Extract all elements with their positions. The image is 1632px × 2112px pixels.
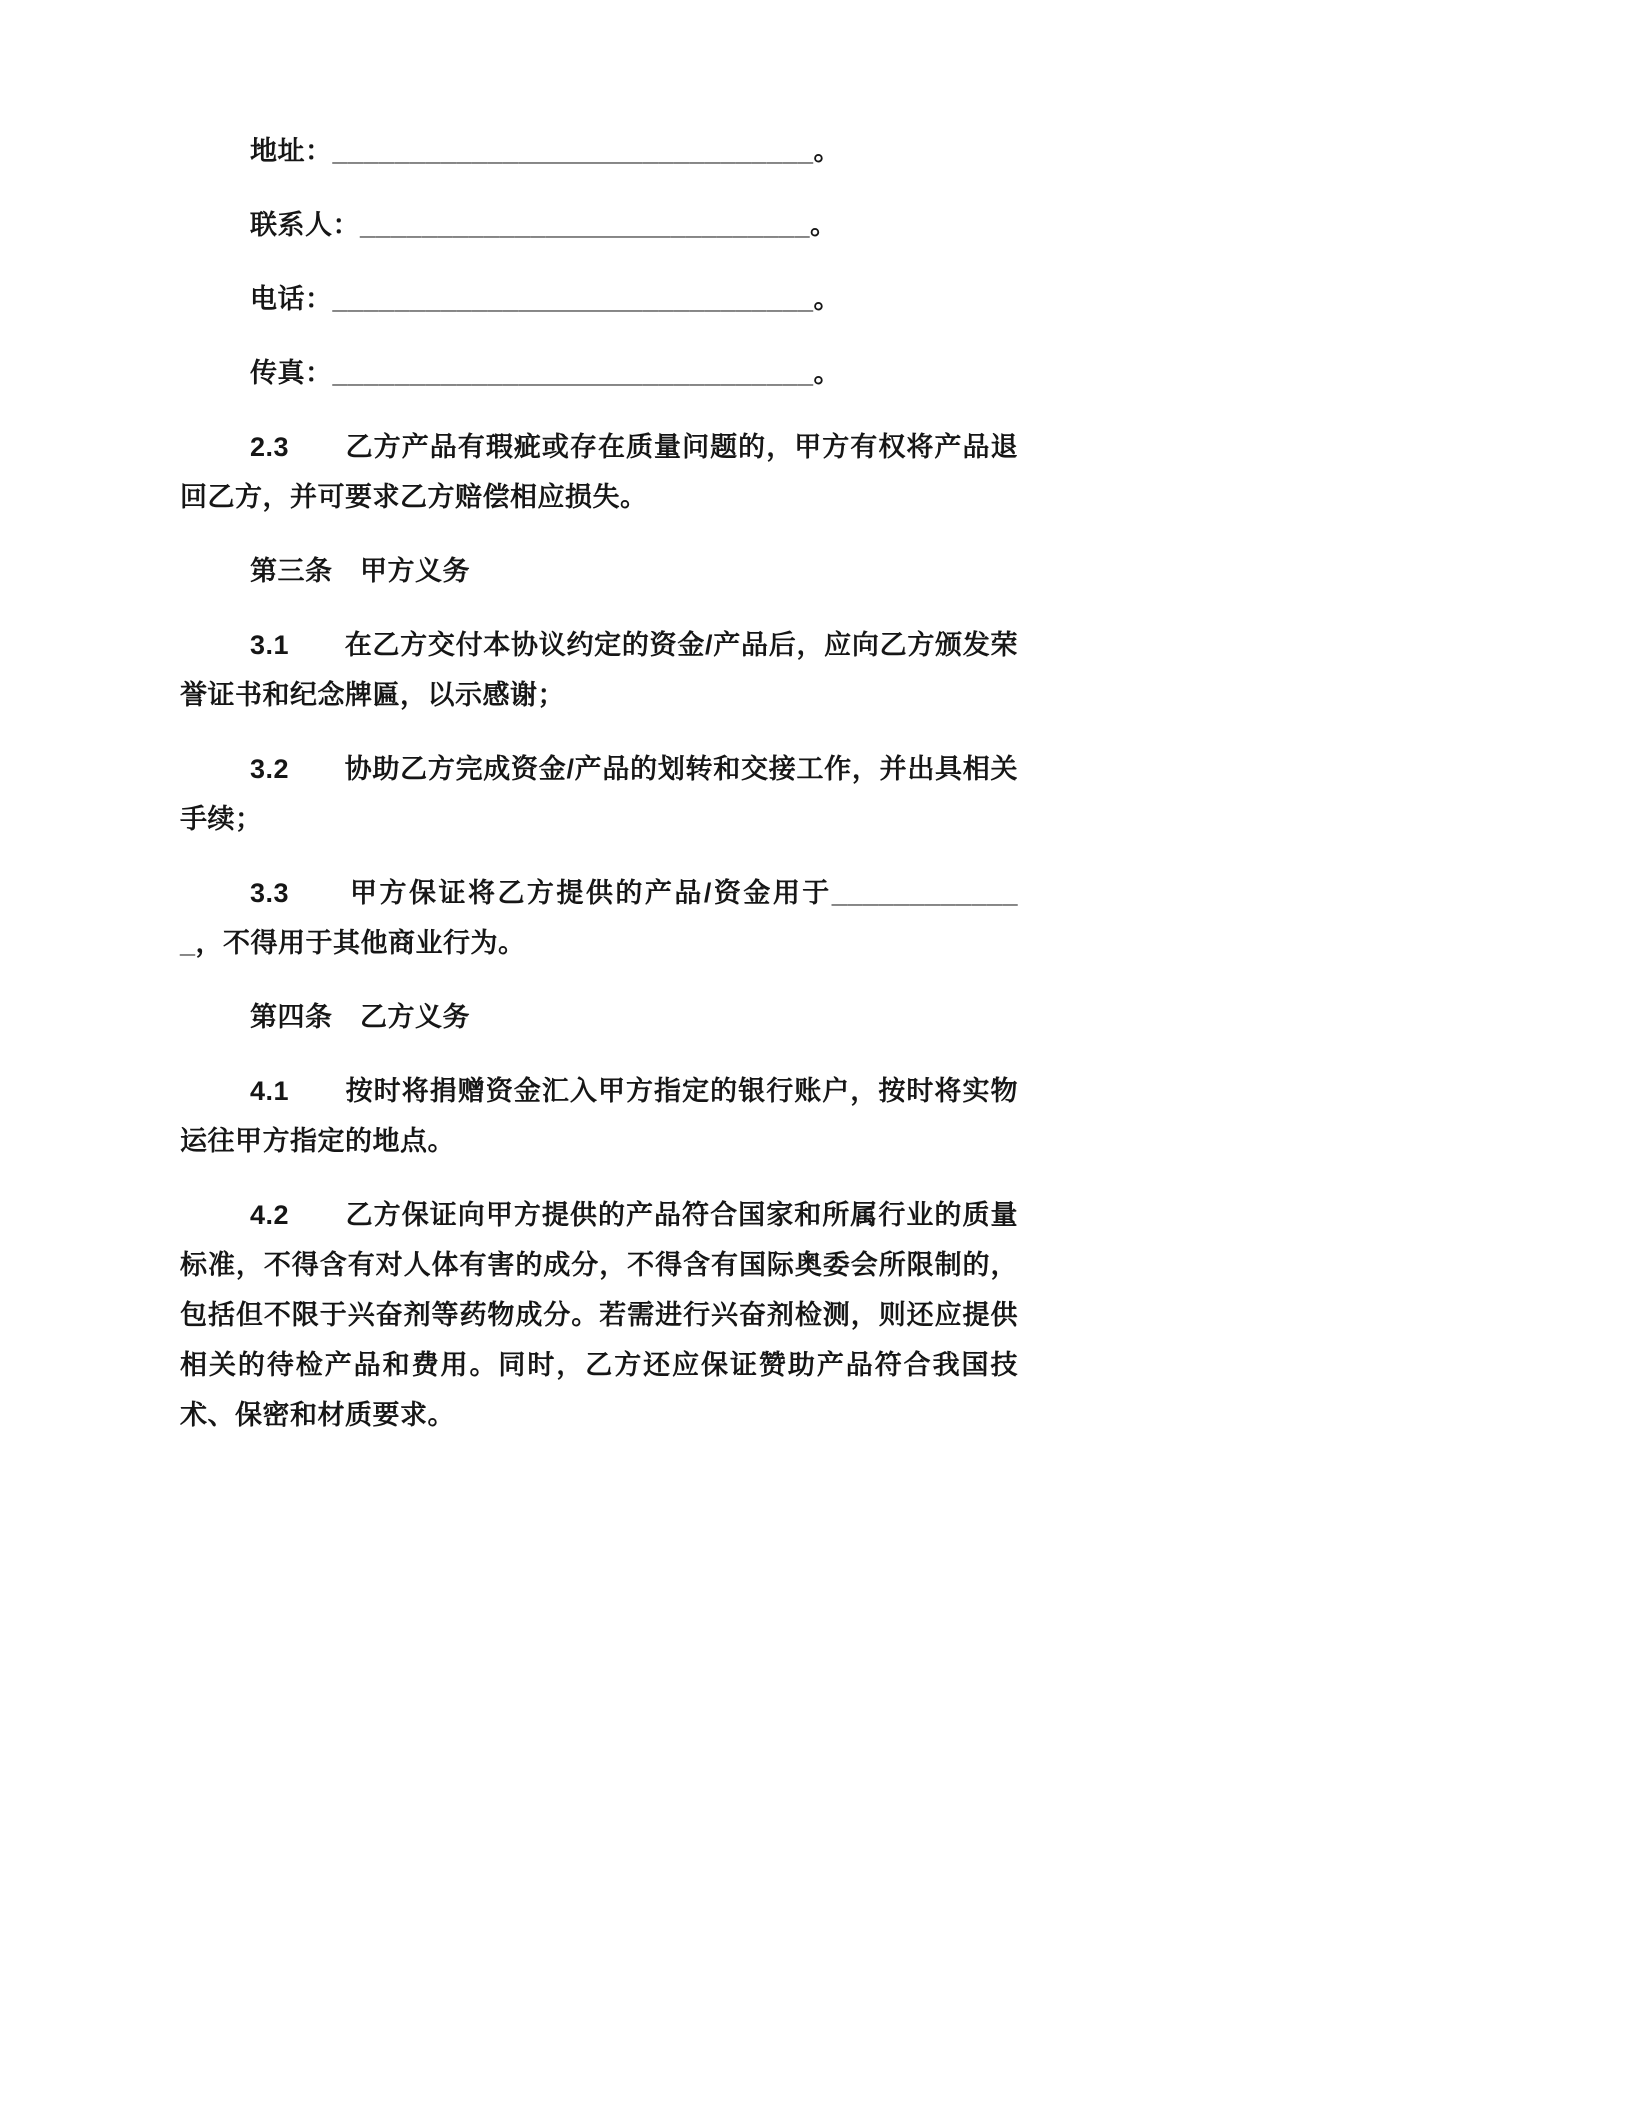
clause-3-3: 3.3 甲方保证将乙方提供的产品/资金用于_____________，不得用于其他商业行为。 xyxy=(180,878,1018,958)
article-3-heading: 第三条 甲方义务 xyxy=(250,556,470,586)
clause-3-2: 3.2 协助乙方完成资金/产品的划转和交接工作，并出具相关手续； xyxy=(180,754,1018,834)
field-line-phone: 电话：_______________________________。 xyxy=(250,284,841,314)
clause-4-2: 4.2 乙方保证向甲方提供的产品符合国家和所属行业的质量标准，不得含有对人体有害的成分，不得含有国际奥委会所限制的，包括但不限于兴奋剂等药物成分。若需进行兴奋剂检测，则还应提供相关的待检产品和费用。同时，乙方还应保证赞助产品符合我国技术、保密和材质要求。 xyxy=(180,1200,1018,1430)
field-line-address: 地址：_______________________________。 xyxy=(250,136,841,166)
document-content xyxy=(180,126,1018,1464)
article-4-heading: 第四条 乙方义务 xyxy=(250,1002,470,1032)
clause-2-3: 2.3 乙方产品有瑕疵或存在质量问题的，甲方有权将产品退回乙方，并可要求乙方赔偿相应损失。 xyxy=(180,432,1018,512)
field-line-contact: 联系人：_____________________________。 xyxy=(250,210,838,240)
field-line-fax: 传真：_______________________________。 xyxy=(250,358,841,388)
clause-4-1: 4.1 按时将捐赠资金汇入甲方指定的银行账户，按时将实物运往甲方指定的地点。 xyxy=(180,1076,1018,1156)
clause-3-1: 3.1 在乙方交付本协议约定的资金/产品后，应向乙方颁发荣誉证书和纪念牌匾，以示感谢； xyxy=(180,630,1018,710)
